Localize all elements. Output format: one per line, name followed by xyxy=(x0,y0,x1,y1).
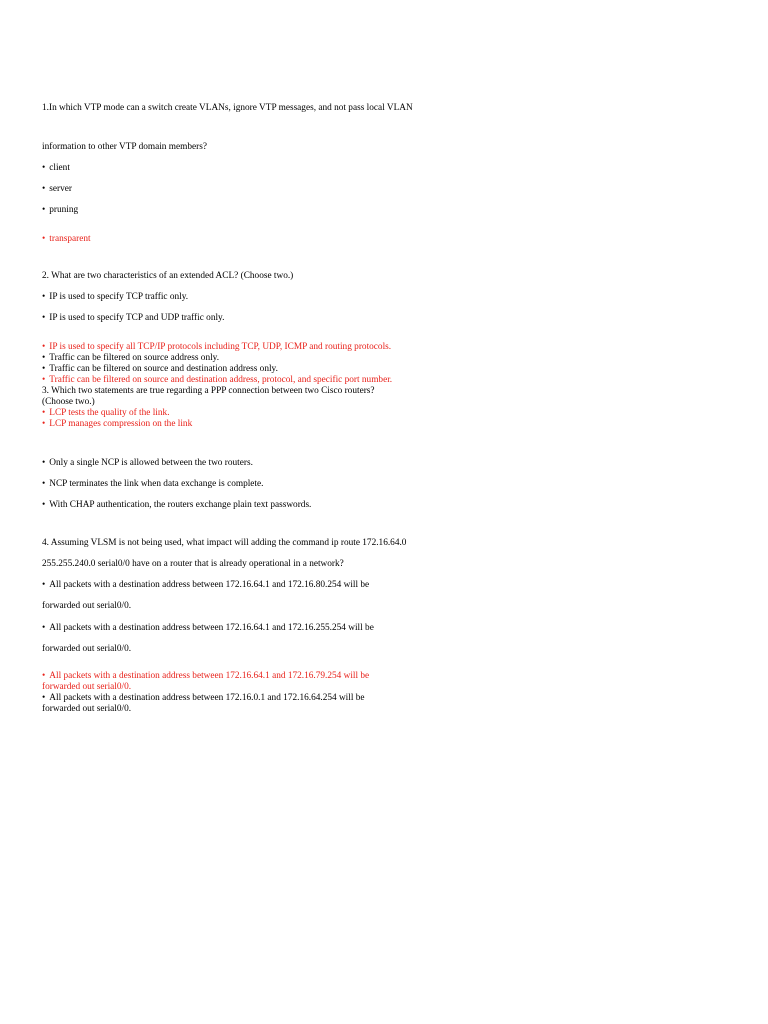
q3-option-d: • NCP terminates the link when data exchange is complete. xyxy=(42,479,264,489)
bullet-icon: • xyxy=(42,623,46,633)
bullet-icon: • xyxy=(42,580,46,590)
q4-option-b-line2: forwarded out serial0/0. xyxy=(42,644,132,654)
q1-option-pruning: • pruning xyxy=(42,205,79,215)
bullet-icon: • xyxy=(42,479,46,489)
bullet-icon: • xyxy=(42,234,46,244)
q4-option-d-line1: • All packets with a destination address between 172.16.0.1 and 172.16.64.254 will be xyxy=(42,693,365,703)
q3-option-b-answer: • LCP manages compression on the link xyxy=(42,419,193,429)
q3-option-c: • Only a single NCP is allowed between the two routers. xyxy=(42,458,253,468)
q2-option-e: • Traffic can be filtered on source and destination address only. xyxy=(42,364,278,374)
q4-text-line1: 4. Assuming VLSM is not being used, what impact will adding the command ip route 172.16.64.0 xyxy=(42,538,407,548)
q4-option-a-line2: forwarded out serial0/0. xyxy=(42,601,132,611)
q4-option-c-answer-line1: • All packets with a destination address between 172.16.64.1 and 172.16.79.254 will be xyxy=(42,671,370,681)
bullet-icon: • xyxy=(42,500,46,510)
bullet-icon: • xyxy=(42,364,46,374)
bullet-icon: • xyxy=(42,313,46,323)
bullet-icon: • xyxy=(42,353,46,363)
q1-option-server: • server xyxy=(42,184,72,194)
q2-option-d: • Traffic can be filtered on source address only. xyxy=(42,353,220,363)
bullet-icon: • xyxy=(42,458,46,468)
bullet-icon: • xyxy=(42,205,46,215)
q1-text-line1: 1.In which VTP mode can a switch create VLANs, ignore VTP messages, and not pass local VLAN xyxy=(42,103,413,113)
q2-option-a: • IP is used to specify TCP traffic only. xyxy=(42,292,189,302)
q1-text-line2: information to other VTP domain members? xyxy=(42,142,207,152)
q4-option-c-answer-line2: forwarded out serial0/0. xyxy=(42,682,132,692)
q3-text-line1: 3. Which two statements are true regarding a PPP connection between two Cisco routers? xyxy=(42,386,375,396)
bullet-icon: • xyxy=(42,375,46,385)
q4-option-a-line1: • All packets with a destination address between 172.16.64.1 and 172.16.80.254 will be xyxy=(42,580,370,590)
q3-text-line2: (Choose two.) xyxy=(42,397,95,407)
bullet-icon: • xyxy=(42,671,46,681)
q2-text: 2. What are two characteristics of an extended ACL? (Choose two.) xyxy=(42,271,294,281)
bullet-icon: • xyxy=(42,184,46,194)
bullet-icon: • xyxy=(42,693,46,703)
bullet-icon: • xyxy=(42,342,46,352)
q4-option-d-line2: forwarded out serial0/0. xyxy=(42,704,132,714)
q3-option-a-answer: • LCP tests the quality of the link. xyxy=(42,408,170,418)
bullet-icon: • xyxy=(42,408,46,418)
q2-option-c-answer: • IP is used to specify all TCP/IP protocols including TCP, UDP, ICMP and routing protocols. xyxy=(42,342,392,352)
bullet-icon: • xyxy=(42,419,46,429)
q3-option-e: • With CHAP authentication, the routers exchange plain text passwords. xyxy=(42,500,312,510)
q2-option-b: • IP is used to specify TCP and UDP traffic only. xyxy=(42,313,225,323)
q2-option-f-answer: • Traffic can be filtered on source and destination address, protocol, and specific port number. xyxy=(42,375,393,385)
q1-option-transparent-answer: • transparent xyxy=(42,234,91,244)
q4-option-b-line1: • All packets with a destination address between 172.16.64.1 and 172.16.255.254 will be xyxy=(42,623,374,633)
q4-text-line2: 255.255.240.0 serial0/0 have on a router that is already operational in a network? xyxy=(42,559,344,569)
bullet-icon: • xyxy=(42,163,46,173)
bullet-icon: • xyxy=(42,292,46,302)
q1-option-client: • client xyxy=(42,163,70,173)
